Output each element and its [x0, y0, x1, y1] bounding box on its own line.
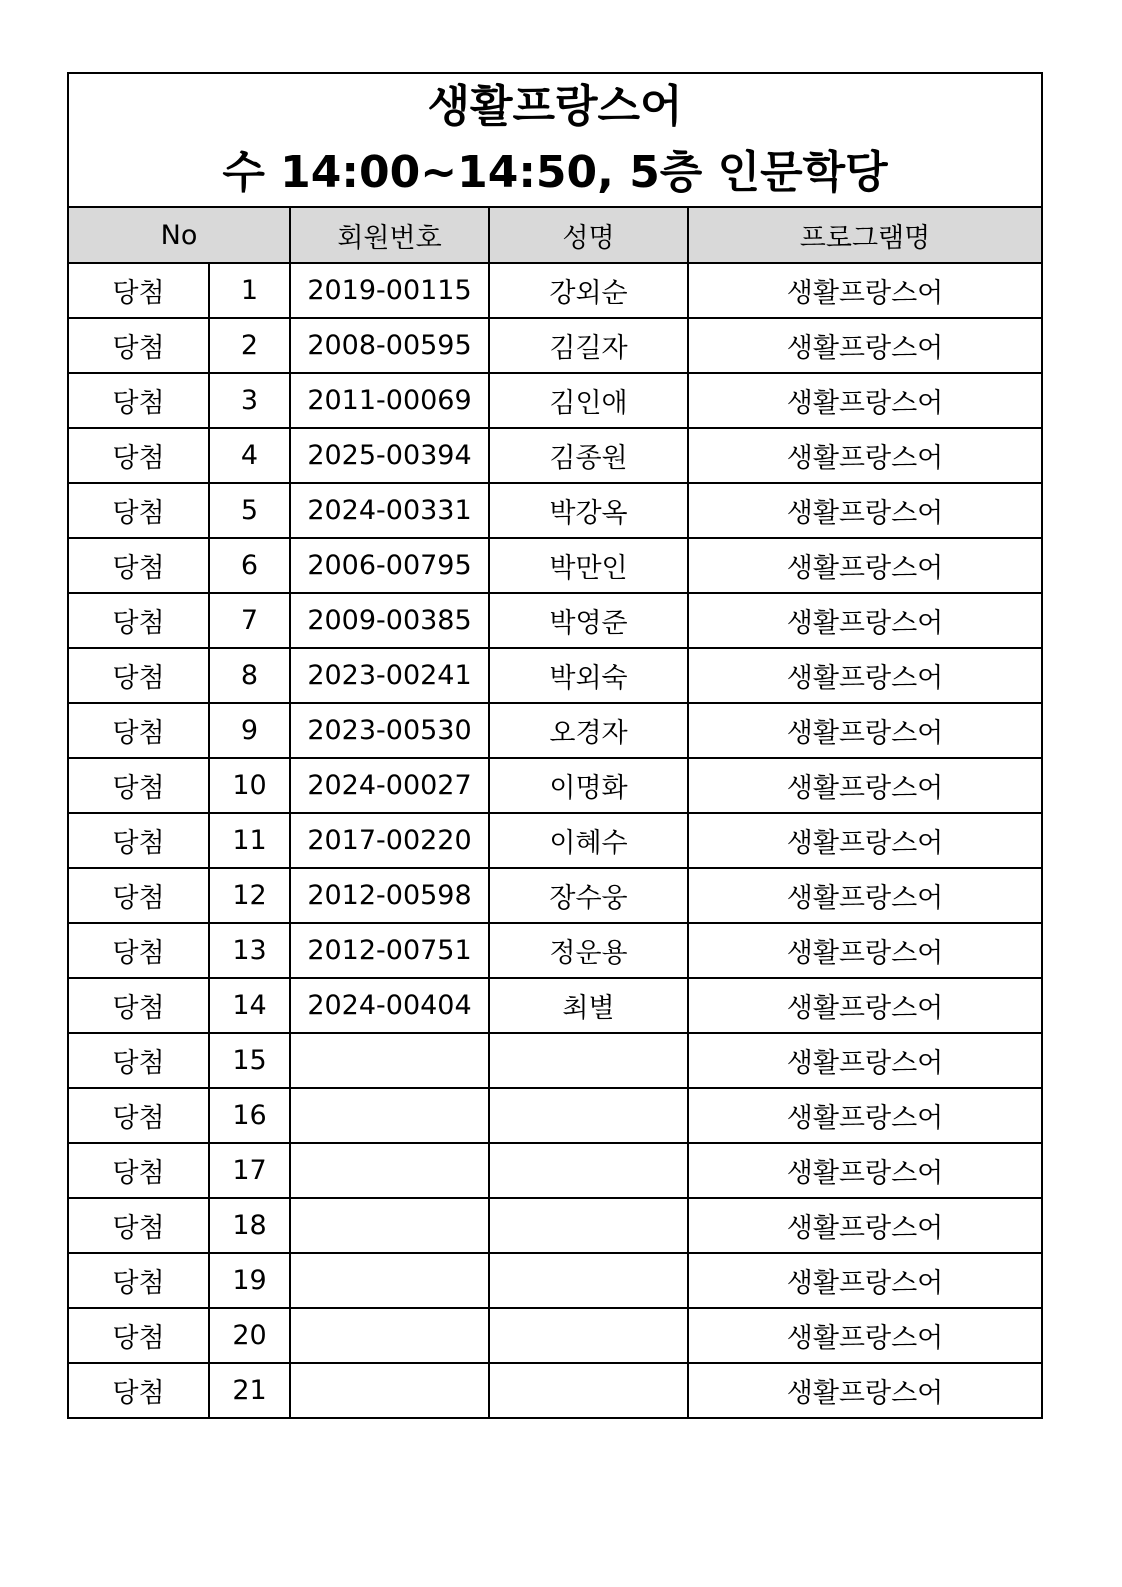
status-cell: 당첨: [68, 428, 209, 483]
header-program: 프로그램명: [688, 207, 1042, 263]
number-cell: 12: [209, 868, 290, 923]
program-cell: 생활프랑스어: [688, 868, 1042, 923]
member-id-cell: 2023-00530: [290, 703, 489, 758]
table-row: [68, 703, 1042, 758]
table-row: [68, 318, 1042, 373]
number-cell: 21: [209, 1363, 290, 1418]
header-member-id: 회원번호: [290, 207, 489, 263]
status-cell: 당첨: [68, 1363, 209, 1418]
program-cell: 생활프랑스어: [688, 1363, 1042, 1418]
name-cell: [489, 1253, 688, 1308]
status-cell: 당첨: [68, 1088, 209, 1143]
number-cell: 9: [209, 703, 290, 758]
number-cell: 11: [209, 813, 290, 868]
table-row: [68, 483, 1042, 538]
table-row: [68, 923, 1042, 978]
member-id-cell: 2012-00751: [290, 923, 489, 978]
name-cell: 김종원: [489, 428, 688, 483]
number-cell: 16: [209, 1088, 290, 1143]
name-cell: 최별: [489, 978, 688, 1033]
program-cell: 생활프랑스어: [688, 648, 1042, 703]
number-cell: 6: [209, 538, 290, 593]
table-row: [68, 648, 1042, 703]
status-cell: 당첨: [68, 868, 209, 923]
member-id-cell: 2024-00331: [290, 483, 489, 538]
name-cell: [489, 1308, 688, 1363]
status-cell: 당첨: [68, 538, 209, 593]
program-cell: 생활프랑스어: [688, 813, 1042, 868]
name-cell: 이혜수: [489, 813, 688, 868]
number-cell: 1: [209, 263, 290, 318]
member-id-cell: 2025-00394: [290, 428, 489, 483]
winners-table: [67, 72, 1043, 1419]
table-row: [68, 1143, 1042, 1198]
name-cell: 오경자: [489, 703, 688, 758]
name-cell: 박만인: [489, 538, 688, 593]
status-cell: 당첨: [68, 648, 209, 703]
program-cell: 생활프랑스어: [688, 1253, 1042, 1308]
table-title: [68, 73, 1042, 207]
header-no: No: [68, 207, 290, 263]
name-cell: [489, 1143, 688, 1198]
table-row: [68, 1253, 1042, 1308]
status-cell: 당첨: [68, 703, 209, 758]
program-cell: 생활프랑스어: [688, 1308, 1042, 1363]
schedule-title: 수 14:00~14:50, 5층 인문학당: [222, 147, 888, 198]
status-cell: 당첨: [68, 1308, 209, 1363]
name-cell: 정운용: [489, 923, 688, 978]
member-id-cell: 2011-00069: [290, 373, 489, 428]
status-cell: 당첨: [68, 483, 209, 538]
table-row: [68, 813, 1042, 868]
name-cell: 박강옥: [489, 483, 688, 538]
member-id-cell: [290, 1088, 489, 1143]
program-cell: 생활프랑스어: [688, 1033, 1042, 1088]
member-id-cell: [290, 1143, 489, 1198]
status-cell: 당첨: [68, 593, 209, 648]
program-title: 생활프랑스어: [427, 81, 683, 132]
program-cell: 생활프랑스어: [688, 483, 1042, 538]
status-cell: 당첨: [68, 263, 209, 318]
name-cell: [489, 1033, 688, 1088]
name-cell: 김길자: [489, 318, 688, 373]
member-id-cell: 2008-00595: [290, 318, 489, 373]
number-cell: 18: [209, 1198, 290, 1253]
number-cell: 8: [209, 648, 290, 703]
table-row: [68, 373, 1042, 428]
name-cell: [489, 1363, 688, 1418]
table-row: [68, 263, 1042, 318]
number-cell: 4: [209, 428, 290, 483]
number-cell: 2: [209, 318, 290, 373]
name-cell: 강외순: [489, 263, 688, 318]
member-id-cell: 2017-00220: [290, 813, 489, 868]
table-row: [68, 1308, 1042, 1363]
program-cell: 생활프랑스어: [688, 1198, 1042, 1253]
table-body: [68, 263, 1042, 1418]
name-cell: 박외숙: [489, 648, 688, 703]
member-id-cell: 2024-00404: [290, 978, 489, 1033]
status-cell: 당첨: [68, 813, 209, 868]
status-cell: 당첨: [68, 978, 209, 1033]
member-id-cell: [290, 1253, 489, 1308]
member-id-cell: 2009-00385: [290, 593, 489, 648]
member-id-cell: [290, 1363, 489, 1418]
status-cell: 당첨: [68, 923, 209, 978]
program-cell: 생활프랑스어: [688, 263, 1042, 318]
table-row: [68, 758, 1042, 813]
status-cell: 당첨: [68, 1198, 209, 1253]
table-row: [68, 593, 1042, 648]
table-row: [68, 1198, 1042, 1253]
program-cell: 생활프랑스어: [688, 538, 1042, 593]
number-cell: 7: [209, 593, 290, 648]
number-cell: 20: [209, 1308, 290, 1363]
number-cell: 14: [209, 978, 290, 1033]
header-row: [68, 207, 1042, 263]
member-id-cell: 2019-00115: [290, 263, 489, 318]
name-cell: [489, 1198, 688, 1253]
program-cell: 생활프랑스어: [688, 978, 1042, 1033]
name-cell: 장수웅: [489, 868, 688, 923]
table-row: [68, 428, 1042, 483]
name-cell: 김인애: [489, 373, 688, 428]
member-id-cell: [290, 1198, 489, 1253]
table-row: [68, 1033, 1042, 1088]
member-id-cell: 2024-00027: [290, 758, 489, 813]
program-cell: 생활프랑스어: [688, 373, 1042, 428]
member-id-cell: 2006-00795: [290, 538, 489, 593]
table-row: [68, 538, 1042, 593]
number-cell: 15: [209, 1033, 290, 1088]
status-cell: 당첨: [68, 758, 209, 813]
program-cell: 생활프랑스어: [688, 1088, 1042, 1143]
name-cell: [489, 1088, 688, 1143]
program-cell: 생활프랑스어: [688, 318, 1042, 373]
header-name: 성명: [489, 207, 688, 263]
member-id-cell: [290, 1308, 489, 1363]
status-cell: 당첨: [68, 1143, 209, 1198]
table-row: [68, 1363, 1042, 1418]
name-cell: 이명화: [489, 758, 688, 813]
table-row: [68, 1088, 1042, 1143]
status-cell: 당첨: [68, 1033, 209, 1088]
program-cell: 생활프랑스어: [688, 923, 1042, 978]
status-cell: 당첨: [68, 318, 209, 373]
program-cell: 생활프랑스어: [688, 428, 1042, 483]
program-cell: 생활프랑스어: [688, 1143, 1042, 1198]
status-cell: 당첨: [68, 1253, 209, 1308]
number-cell: 19: [209, 1253, 290, 1308]
number-cell: 10: [209, 758, 290, 813]
program-cell: 생활프랑스어: [688, 593, 1042, 648]
number-cell: 3: [209, 373, 290, 428]
number-cell: 17: [209, 1143, 290, 1198]
status-cell: 당첨: [68, 373, 209, 428]
number-cell: 5: [209, 483, 290, 538]
table-row: [68, 978, 1042, 1033]
table-row: [68, 868, 1042, 923]
member-id-cell: 2012-00598: [290, 868, 489, 923]
program-cell: 생활프랑스어: [688, 703, 1042, 758]
number-cell: 13: [209, 923, 290, 978]
member-id-cell: 2023-00241: [290, 648, 489, 703]
member-id-cell: [290, 1033, 489, 1088]
name-cell: 박영준: [489, 593, 688, 648]
program-cell: 생활프랑스어: [688, 758, 1042, 813]
